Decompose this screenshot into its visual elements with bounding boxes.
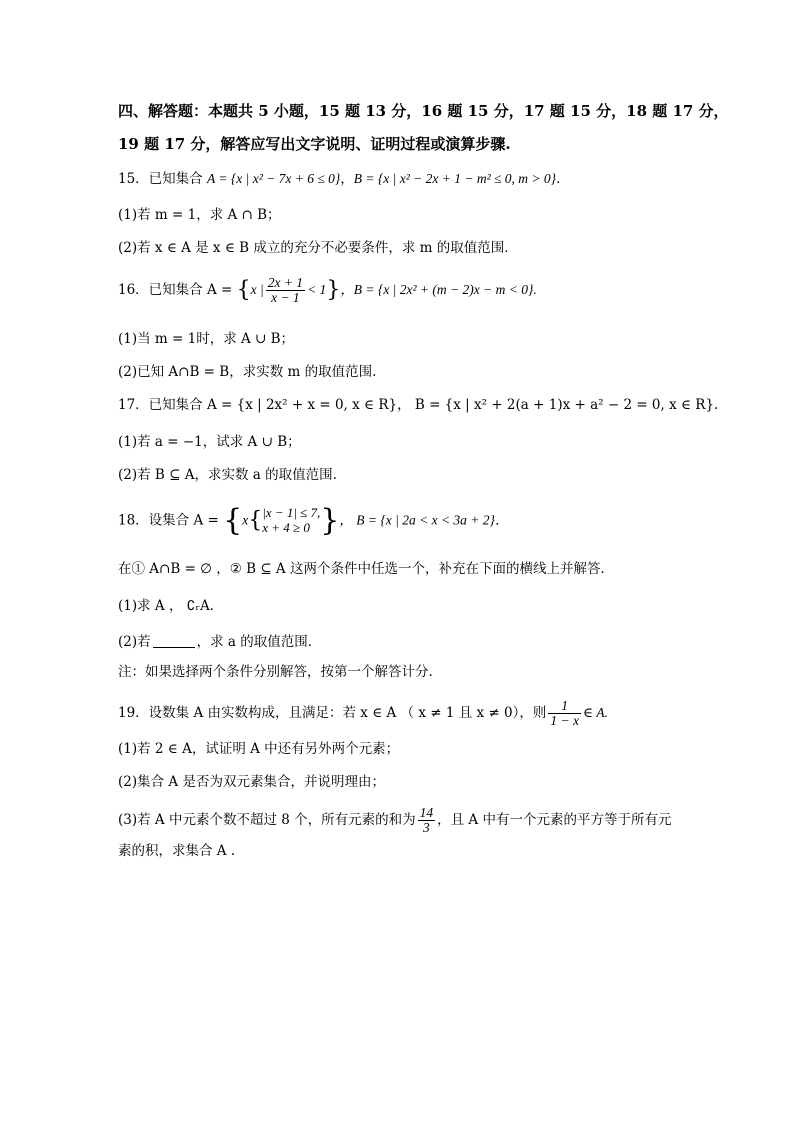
- q18-part2-suffix: ，求 a 的取值范围．: [196, 634, 322, 650]
- q19-stem-prefix: 19．设数集 A 由实数构成，且满足：若 x ∈ A （ x ≠ 1 且 x ≠ 0），则: [118, 705, 547, 722]
- q18-cond1: |x − 1| ≤ 7,: [262, 505, 321, 521]
- q18-stem-prefix: 18．设集合 A =: [118, 512, 224, 529]
- q15-stem-prefix: 15．已知集合: [118, 171, 207, 187]
- q19-part3-prefix: (3)若 A 中元素个数不超过 8 个，所有元素的和为: [118, 812, 416, 829]
- q16-set-b: ，B = {x | 2x² + (m − 2)x − m < 0}.: [340, 282, 537, 298]
- q16-part2: (2)已知 A∩B = B，求实数 m 的取值范围.: [118, 364, 377, 380]
- q18-close-brace: }: [320, 503, 340, 538]
- q18-choice-line: 在① A∩B = ∅ ，② B ⊆ A 这两个条件中任选一个，补充在下面的横线上并解答．: [118, 561, 614, 577]
- q18-cond2: x + 4 ≥ 0: [262, 520, 310, 535]
- q18-fill-blank: [153, 647, 195, 648]
- q15-set-b: B = {x | x² − 2x + 1 − m² ≤ 0, m > 0}: [353, 171, 557, 186]
- q19-part3-suffix: ，且 A 中有一个元素的平方等于所有元: [437, 812, 672, 829]
- q18-conditions: [262, 506, 320, 536]
- q17-part1: (1)若 a = −1，试求 A ∪ B；: [118, 434, 301, 450]
- q16-fraction: [266, 276, 305, 305]
- q18-part1: (1)求 A ， ∁ᵣA．: [118, 598, 224, 614]
- q19-part3-frac-num: 14: [419, 805, 434, 820]
- q15-stem: [118, 172, 570, 187]
- q17-part2: (2)若 B ⊆ A，求实数 a 的取值范围.: [118, 467, 337, 483]
- q15-sep: ，: [340, 171, 354, 187]
- q15-part1: (1)若 m = 1，求 A ∩ B；: [118, 207, 281, 223]
- q18-open-brace: {: [223, 503, 243, 538]
- q16-part1: (1)当 m = 1时，求 A ∪ B；: [118, 331, 295, 347]
- q16-set-a-tail: < 1: [307, 282, 327, 298]
- q18-inner-brace: {: [248, 508, 263, 533]
- q19-part3-fraction: [418, 806, 436, 835]
- q16-close-brace: }: [326, 277, 341, 303]
- q18-part2: [118, 636, 321, 650]
- q18-part2-prefix: (2)若: [118, 634, 151, 650]
- q18-note: 注：如果选择两个条件分别解答，按第一个解答计分．: [118, 664, 442, 680]
- q15-set-a: A = {x | x² − 7x + 6 ≤ 0}: [206, 171, 341, 186]
- section-heading-line1: 四、解答题：本题共 5 小题，15 题 13 分，16 题 15 分，17 题 15 分，18 题 17 分，: [118, 102, 729, 120]
- q19-part3: [118, 806, 671, 835]
- section-heading-line2: 19 题 17 分，解答应写出文字说明、证明过程或演算步骤.: [118, 135, 511, 153]
- q19-frac-den: 1 − x: [550, 713, 579, 729]
- q16-frac-den: x − 1: [271, 290, 300, 306]
- q19-part2: (2)集合 A 是否为双元素集合，并说明理由；: [118, 774, 385, 790]
- q19-part3-frac-den: 3: [423, 820, 430, 836]
- q19-stem: [118, 699, 608, 728]
- q15-part2: (2)若 x ∈ A 是 x ∈ B 成立的充分不必要条件，求 m 的取值范围．: [118, 240, 518, 256]
- q16-open-brace: {: [236, 277, 251, 303]
- q17-stem: 17．已知集合 A = {x | 2x² + x = 0, x ∈ R}， B = {x | x² + 2(a + 1)x + a² − 2 = 0, x ∈ R}.: [118, 397, 719, 413]
- q16-frac-num: 2x + 1: [267, 275, 304, 290]
- q16-stem: [118, 276, 537, 305]
- q19-stem-suffix: ∈ A.: [582, 705, 608, 721]
- q15-end: ．: [556, 171, 570, 187]
- q19-part1: (1)若 2 ∈ A，试证明 A 中还有另外两个元素；: [118, 741, 400, 757]
- q18-stem: [118, 503, 509, 538]
- q18-var: x: [242, 512, 249, 528]
- q18-set-b: ， B = {x | 2a < x < 3a + 2}．: [339, 512, 509, 528]
- q16-var: x |: [250, 282, 264, 298]
- q19-fraction: [548, 699, 581, 728]
- q19-frac-num: 1: [548, 699, 581, 714]
- q16-stem-prefix: 16．已知集合 A =: [118, 282, 237, 299]
- q19-part3-line2: 素的积，求集合 A .: [118, 843, 236, 859]
